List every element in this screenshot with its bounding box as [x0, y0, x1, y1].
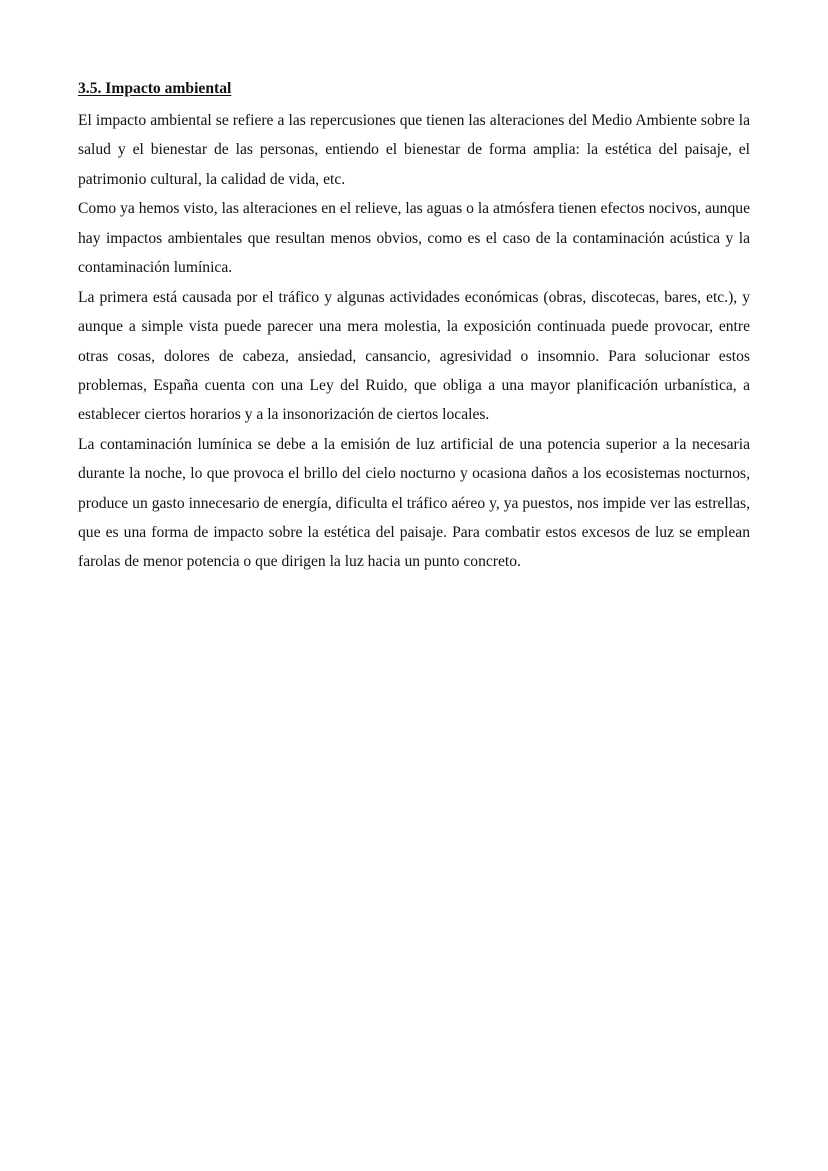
paragraph-noise-pollution: La primera está causada por el tráfico y algunas actividades económicas (obras, discotecas, bares, etc.), y aunque a simple vista puede parecer una mera molestia, la exposición continuada puede provocar, entre otras cosas, dolores de cabeza, ansiedad, cansancio, agresividad o insomnio. Para solucionar estos problemas, España cuenta con una Ley del Ruido, que obliga a una mayor planificación urbanística, a establecer ciertos horarios y a la insonorización de ciertos locales.: [78, 288, 750, 424]
section-heading: 3.5. Impacto ambiental: [78, 80, 232, 97]
paragraph-light-pollution: La contaminación lumínica se debe a la emisión de luz artificial de una potencia superior a la necesaria durante la noche, lo que provoca el brillo del cielo nocturno y ocasiona daños a los ecosistemas nocturnos, produce un gasto innecesario de energía, dificulta el tráfico aéreo y, ya puestos, nos impide ver las estrellas, que es una forma de impacto sobre la estética del paisaje. Para combatir estos excesos de luz se emplean farolas de menor potencia o que dirigen la luz hacia un punto concreto.: [78, 436, 750, 571]
paragraph-definition: El impacto ambiental se refiere a las repercusiones que tienen las alteraciones del Medio Ambiente sobre la salud y el bienestar de las personas, entiendo el bienestar de forma amplia: la estética del paisaje, el patrimonio cultural, la calidad de vida, etc.: [78, 112, 750, 188]
paragraph-alterations: Como ya hemos visto, las alteraciones en el relieve, las aguas o la atmósfera tienen efectos nocivos, aunque hay impactos ambientales que resultan menos obvios, como es el caso de la contaminación acústica y la contaminación lumínica.: [78, 200, 750, 277]
document-page: [78, 77, 750, 577]
